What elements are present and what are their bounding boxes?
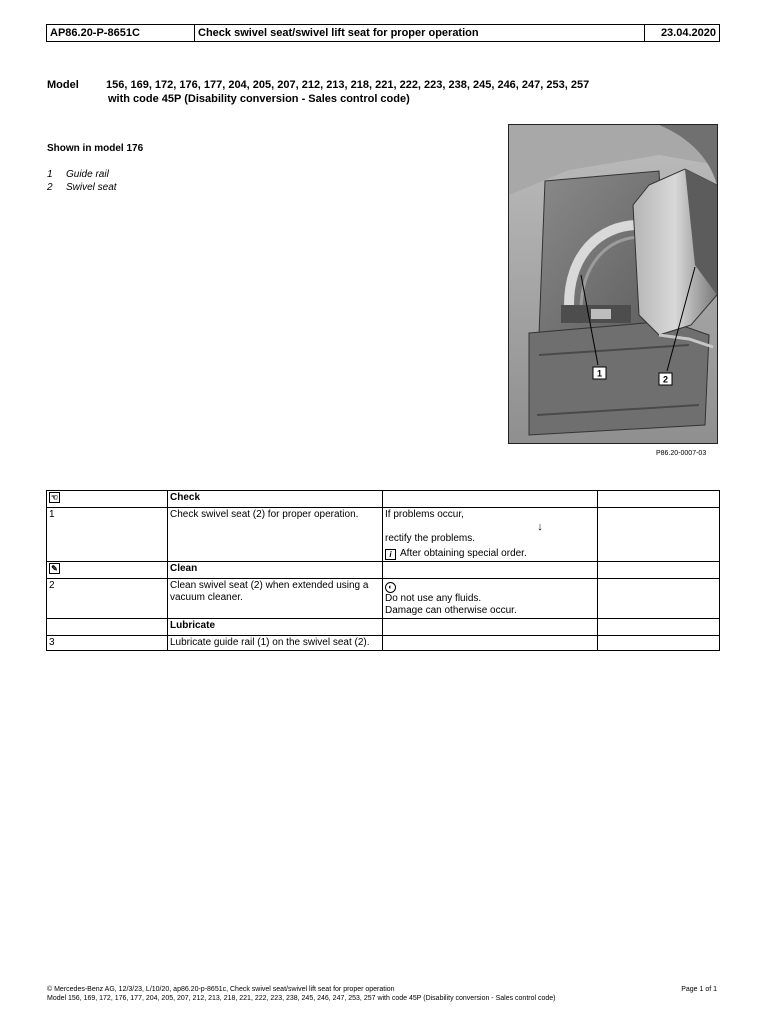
header-table bbox=[46, 24, 720, 42]
callout-2: 2 bbox=[662, 374, 669, 385]
figure-id: P86.20-0007-03 bbox=[656, 450, 707, 457]
clean-brush-icon: ✎ bbox=[49, 563, 60, 574]
doc-title: Check swivel seat/swivel lift seat for proper operation bbox=[195, 25, 645, 42]
step-row bbox=[47, 508, 720, 562]
shown-in-model: Shown in model 176 bbox=[47, 143, 144, 154]
model-code: with code 45P (Disability conversion - Sales control code) bbox=[108, 93, 410, 105]
section-lubricate bbox=[47, 619, 720, 636]
step-number: 2 bbox=[47, 579, 168, 619]
legend-item: 1 Guide rail bbox=[47, 169, 109, 180]
step-text: Clean swivel seat (2) when extended using a vacuum cleaner. bbox=[168, 579, 383, 619]
section-check bbox=[47, 491, 720, 508]
section-clean bbox=[47, 562, 720, 579]
section-title: Lubricate bbox=[168, 619, 383, 636]
check-hand-icon: ☜ bbox=[50, 493, 59, 502]
arrow-down-icon: ↓ bbox=[537, 521, 543, 533]
info-icon: i bbox=[385, 549, 396, 560]
step-number: 1 bbox=[47, 508, 168, 562]
step-text: Check swivel seat (2) for proper operation. bbox=[168, 508, 383, 562]
footer-copyright: © Mercedes-Benz AG, 12/3/23, L/10/20, ap86.20-p-8651c, Check swivel seat/swivel lift seat for proper operation bbox=[47, 986, 395, 993]
work-steps-table bbox=[46, 490, 720, 651]
model-label: Model bbox=[47, 79, 79, 91]
step-text: Lubricate guide rail (1) on the swivel seat (2). bbox=[168, 636, 383, 651]
legend-item: 2 Swivel seat bbox=[47, 182, 117, 193]
doc-date: 23.04.2020 bbox=[645, 25, 720, 42]
step-note: If problems occur, ↓ rectify the problems. i After obtaining special order. bbox=[383, 508, 598, 562]
page-number: Page 1 of 1 bbox=[681, 986, 717, 993]
step-note: ◐ Do not use any fluids. Damage can otherwise occur. bbox=[383, 579, 598, 619]
step-row bbox=[47, 636, 720, 651]
model-list: 156, 169, 172, 176, 177, 204, 205, 207, 212, 213, 218, 221, 222, 223, 238, 245, 246, 247, 253, 257 bbox=[106, 79, 590, 91]
callout-1: 1 bbox=[596, 368, 603, 379]
step-row bbox=[47, 579, 720, 619]
doc-id: AP86.20-P-8651C bbox=[47, 25, 195, 42]
swivel-seat-photo bbox=[509, 125, 717, 443]
warning-circle-icon: ◐ bbox=[385, 582, 396, 593]
figure-photo bbox=[508, 124, 718, 444]
footer bbox=[47, 985, 717, 1003]
legend bbox=[47, 168, 117, 194]
step-number: 3 bbox=[47, 636, 168, 651]
section-title: Clean bbox=[168, 562, 383, 579]
section-title: Check bbox=[168, 491, 383, 508]
footer-models: Model 156, 169, 172, 176, 177, 204, 205, 207, 212, 213, 218, 221, 222, 223, 238, 245, 246, 247, 253, 257 with code 45P (Disability conversion - Sales control code) bbox=[47, 995, 556, 1002]
